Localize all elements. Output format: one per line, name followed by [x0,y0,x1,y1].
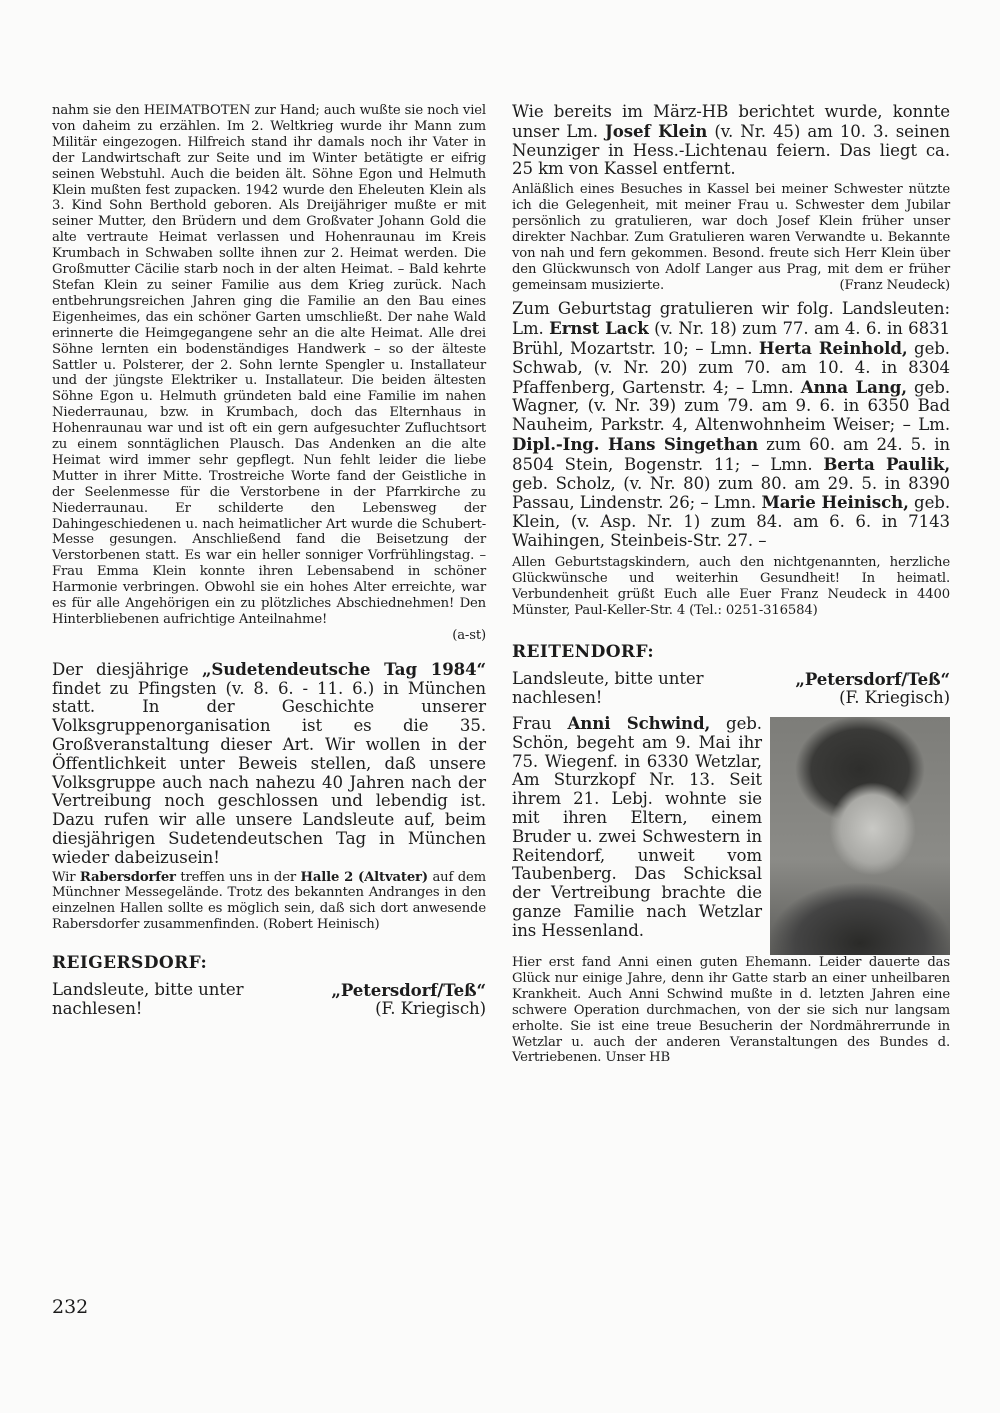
anni-schwind-paragraph: Frau Anni Schwind, geb. Schön, begeht am 9. Mai ihr 75. Wiegenf. in 6330 Wetzlar, Am Sturzkopf Nr. 13. Seit ihrem 21. Lebj. wohnte sie mit ihren Eltern, einem Bruder u. zwei Schwestern in Reitendorf, unweit vom Taubenberg. Das Schicksal der Vertreibung brachte die ganze Familie nach Wetzlar ins Hessenland. [512,713,762,940]
birthday-name: Ernst Lack [549,318,649,339]
page-number: 232 [52,1296,89,1318]
birthday-name: Marie Heinisch, [761,492,909,513]
birthday-text: geb. Schwab, (v. Nr. 20) zum 70. am 10. 4. in 8304 Pfaffenberg, Gartenstr. 4; – Lmn. [512,339,950,397]
signature: (Franz Neudeck) [839,277,950,293]
josef-klein-paragraph: Wie bereits im März-HB berichtet wurde, konnte unser Lm. Josef Klein (v. Nr. 45) am 10. 3. seinen Neunziger in Hess.-Lichtenau feiern. Das liegt ca. 25 km von Kassel entfernt. [512,102,950,179]
birthday-text: geb. Wagner, (v. Nr. 39) zum 79. am 9. 6. in 6350 Bad Nauheim, Parkstr. 4, Altenwohnheim Weiser; – Lm. [512,377,950,435]
greeting-paragraph: Allen Geburtstagskindern, auch den nichtgenannten, herzliche Glückwünsche und weiterhin Gesundheit! In heimatl. Verbundenheit grüßt Euch alle Euer Franz Neudeck in 4400 Münster, Paul-Keller-Str. 4 (Tel.: 0251-316584) [512,554,950,618]
birthday-text: geb. Scholz, (v. Nr. 80) zum 80. am 29. 5. in 8390 Passau, Lindenstr. 26; – Lmn. [512,473,950,513]
left-column [52,103,486,1019]
birthday-text: zum 60. am 24. 5. in 8504 Stein, Bogenstr. 11; – Lmn. [512,435,950,474]
anni-schwind-continuation: Hier erst fand Anni einen guten Ehemann. Leider dauerte das Glück nur einige Jahre, denn ihr Gatte starb an einer unheilbaren Krankheit. Auch Anni Schwind mußte in d. letzten Jahren eine schwere Operation durchmachen, von der sie sich nur langsam erholte. Sie ist eine treue Besucherin der Nordmährerrunde in Wetzlar u. auch der anderen Veranstaltungen des Bundes d. Vertriebenen. Unser HB [512,955,950,1066]
birthday-name: Herta Reinhold, [758,338,908,359]
anni-schwind-article [512,714,950,1066]
birthday-name: Dipl.-Ing. Hans Singethan [512,434,759,455]
birthday-text: (v. Nr. 18) zum 77. am 4. 6. in 6831 Brühl, Mozartstr. 10; – Lmn. [512,319,951,359]
sudetendeutsche-tag-paragraph: Der diesjährige „Sudetendeutsche Tag 1984“ findet zu Pfingsten (v. 8. 6. - 11. 6.) in München statt. In der Geschichte unserer Volksgruppenorganisation ist es die 35. Großveranstaltung dieser Art. Wir wollen in der Öffentlichkeit unter Beweis stellen, daß unsere Volksgruppe auch nach nahezu 40 Jahren nach der Vertreibung noch geschlossen und lebendig ist. Dazu rufen wir alle unsere Landsleute auf, beim diesjährigen Sudetendeutschen Tag in München wieder dabeizusein! [52,658,486,867]
birthday-text: geb. Klein, (v. Asp. Nr. 1) zum 84. am 6. 6. in 7143 Waihingen, Steinbeis-Str. 27. – [512,493,950,550]
section-heading-reitendorf: REITENDORF: [512,642,655,663]
birthday-name: Anna Lang, [800,376,907,397]
right-column [512,103,950,1066]
birthday-list [512,300,950,550]
visit-paragraph: Anläßlich eines Besuches in Kassel bei meiner Schwester nützte ich die Gelegenheit, mit meiner Frau u. Schwester dem Jubilar persönlich zu gratulieren, war doch Josef Klein früher unser direkter Nachbar. Zum Gratulieren waren Verwandte u. Bekannte von nah und fern gekommen. Besond. freute sich Herr Klein über den Glückwunsch von Adolf Langer aus Prag, mit dem er früher gemeinsam musizierte. (Franz Neudeck) [512,182,950,293]
reference-notice: Landsleute, bitte unter „Petersdorf/Teß“ nachlesen! (F. Kriegisch) [512,669,950,708]
reference-notice: Landsleute, bitte unter „Petersdorf/Teß“ nachlesen! (F. Kriegisch) [52,980,486,1018]
section-heading-reigersdorf: REIGERSDORF: [52,953,208,974]
birthday-text: Zum Geburtstag gratulieren wir folg. Landsleuten: Lm. [512,299,950,339]
birthday-name: Berta Paulik, [823,453,951,474]
portrait-photo [770,717,950,955]
obituary-paragraph: nahm sie den HEIMATBOTEN zur Hand; auch wußte sie noch viel von daheim zu erzählen. Im 2. Weltkrieg wurde ihr Mann zum Militär eingezogen. Hilfreich stand ihr damals noch ihr Vater in der Landwirtschaft zur Seite und im Winter betätigte er eifrig seinen Webstuhl. Auch die beiden ält. Söhne Egon und Helmuth Klein mußten fest zupacken. 1942 wurde den Eheleuten Klein als 3. Kind Sohn Berthold geboren. Als Dreijähriger mußte er mit seiner Mutter, den Brüdern und dem Großvater Johann Gold die alte vertraute Heimat verlassen und Hohenraunau im Kreis Krumbach in Schwaben sollte ihnen zur 2. Heimat werden. Die Großmutter Cäcilie starb noch in der alten Heimat. – Bald kehrte Stefan Klein zu seiner Familie aus dem Krieg zurück. Nach entbehrungsreichen Jahren ging die Familie an den Bau eines Eigenheimes, das ein schöner Garten umschließt. Der nahe Wald erinnerte die Heimgegangene sehr an die alte Heimat. Alle drei Söhne lernten ein bodenständiges Handwerk – so der älteste Sattler u. Polsterer, der 2. Sohn lernte Spengler u. Installateur und der jüngste Elektriker u. Installateur. Die beiden ältesten Söhne Egon u. Helmuth gründeten bald eine Familie im nahen Niederraunau, bzw. in Krumbach, doch das Elternhaus in Hohenraunau war und ist oft ein gern aufgesuchter Zufluchtsort zu einem sonntäglichen Plausch. Das Andenken an die alte Heimat wird immer sehr gepflegt. Nun fehlt leider die liebe Mutter in ihrer Mitte. Trostreiche Worte fand der Geistliche in der Seelenmesse für die Verstorbene in der Pfarrkirche zu Niederraunau. Er schilderte den Lebensweg der Dahingeschiedenen u. nach heimatlicher Art wurde die Schubert-Messe gesungen. Anschließend fand die Beisetzung der Verstorbenen statt. Es war ein heller sonniger Vorfrühlingstag. – Frau Emma Klein konnte ihren Lebensabend in schöner Harmonie verbringen. Obwohl sie ein hohes Alter erreichte, war es für alle Angehörigen ein zu plötzliches Abschiednehmen! Den Hinterbliebenen aufrichtige Anteilnahme! (a-st) [52,103,486,643]
signature: (a-st) [452,627,486,643]
rabersdorfer-paragraph: Wir Rabersdorfer treffen uns in der Halle 2 (Altvater) auf dem Münchner Messegelände. Trotz des bekannten Andranges in den einzelnen Hallen sollte es möglich sein, daß sich dort anwesende Rabersdorfer zusammenfinden. (Robert Heinisch) [52,869,487,933]
